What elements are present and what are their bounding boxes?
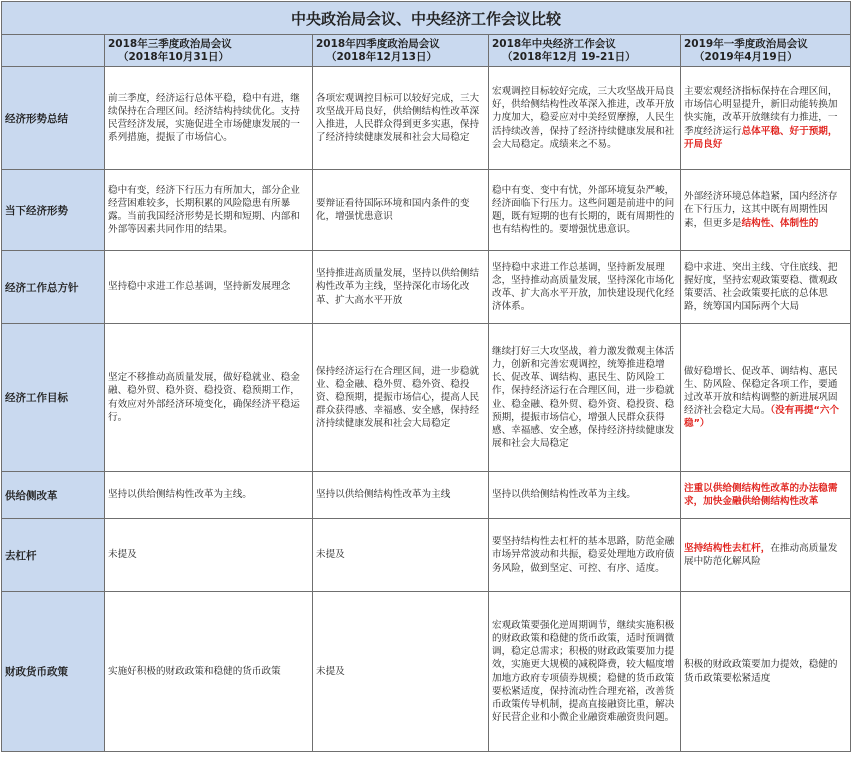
row-label: 经济工作总方针 — [2, 251, 105, 324]
column-name: 2018年三季度政治局会议 — [108, 37, 232, 50]
row-label: 财政货币政策 — [2, 592, 105, 752]
comparison-table — [1, 1, 851, 752]
table-cell: 坚持以供给侧结构性改革为主线。 — [105, 472, 313, 519]
column-date: （2019年4月19日） — [694, 50, 798, 63]
highlight-text: 坚持结构性去杠杆， — [684, 542, 771, 554]
column-name: 2018年中央经济工作会议 — [492, 37, 616, 50]
table-row — [2, 67, 851, 170]
corner-cell — [2, 35, 105, 67]
table-cell: 坚定不移推动高质量发展，做好稳就业、稳金融、稳外贸、稳外资、稳投资、稳预期工作，有效应对外部经济环境变化，确保经济平稳运行。 — [105, 324, 313, 472]
highlight-text: 注重以供给侧结构性改革的办法稳需求，加快金融供给侧结构性改革 — [684, 482, 838, 507]
column-name: 2018年四季度政治局会议 — [316, 37, 440, 50]
table-cell — [681, 67, 851, 170]
table-cell: 实施好积极的财政政策和稳健的货币政策 — [105, 592, 313, 752]
table-row — [2, 472, 851, 519]
highlight-text: 总体平稳、好于预期，开局良好 — [684, 125, 838, 150]
table-cell: 未提及 — [105, 519, 313, 592]
table-row — [2, 324, 851, 472]
column-header — [681, 35, 851, 67]
table-cell: 稳中求进、突出主线、守住底线、把握好度，坚持宏观政策要稳、微观政策要活、社会政策要托底的总体思路，统筹国内国际两个大局 — [681, 251, 851, 324]
table-cell: 要辩证看待国际环境和国内条件的变化，增强忧患意识 — [313, 170, 489, 251]
table-row — [2, 519, 851, 592]
table-cell: 稳中有变、变中有忧，外部环境复杂严峻，经济面临下行压力。这些问题是前进中的问题，既有短期的也有长期的，既有周期性的也有结构性的。要增强忧患意识。 — [489, 170, 681, 251]
highlight-text: 结构性、体制性的 — [741, 217, 819, 229]
table-row — [2, 170, 851, 251]
column-name: 2019年一季度政治局会议 — [684, 37, 808, 50]
table-cell: 未提及 — [313, 519, 489, 592]
cell-text: 在推动高质量发展中防范化解风险 — [684, 542, 838, 567]
table-cell: 要坚持结构性去杠杆的基本思路，防范金融市场异常波动和共振，稳妥处理地方政府债务风险，做到坚定、可控、有序、适度。 — [489, 519, 681, 592]
table-cell: 继续打好三大攻坚战，着力激发微观主体活力，创新和完善宏观调控，统筹推进稳增长、促改革、调结构、惠民生、防风险工作，保持经济运行在合理区间，进一步稳就业、稳金融、稳外贸、稳外资、稳投资、稳预期，提振市场信心，增强人民群众获得感、幸福感、安全感，保持经济持续健康发展和社会大局稳定 — [489, 324, 681, 472]
table-cell — [681, 324, 851, 472]
table-cell — [681, 170, 851, 251]
table-cell: 积极的财政政策要加力提效，稳健的货币政策要松紧适度 — [681, 592, 851, 752]
row-label: 当下经济形势 — [2, 170, 105, 251]
column-date: （2018年10月31日） — [118, 50, 229, 63]
table-cell: 坚持以供给侧结构性改革为主线 — [313, 472, 489, 519]
table-row — [2, 592, 851, 752]
row-label: 经济形势总结 — [2, 67, 105, 170]
row-label: 经济工作目标 — [2, 324, 105, 472]
row-label: 去杠杆 — [2, 519, 105, 592]
column-date: （2018年12月13日） — [326, 50, 437, 63]
table-cell: 坚持以供给侧结构性改革为主线。 — [489, 472, 681, 519]
table-cell: 未提及 — [313, 592, 489, 752]
column-header — [489, 35, 681, 67]
table-cell: 坚持稳中求进工作总基调，坚持新发展理念 — [105, 251, 313, 324]
table-cell: 前三季度，经济运行总体平稳，稳中有进，继续保持在合理区间。经济结构持续优化。支持民营经济发展，实施促进全市场健康发展的一系列措施，提振了市场信心。 — [105, 67, 313, 170]
cell-text: 主要宏观经济指标保持在合理区间，市场信心明显提升，新旧动能转换加快实施，改革开放继续有力推进，一季度经济运行 — [684, 86, 838, 137]
highlight-text: （没有再提“六个稳”） — [684, 405, 840, 430]
table-cell — [681, 519, 851, 592]
table-cell: 各项宏观调控目标可以较好完成，三大攻坚战开局良好，供给侧结构性改革深入推进，人民群众得到更多实惠，保持了经济持续健康发展和社会大局稳定 — [313, 67, 489, 170]
cell-text: 做好稳增长、促改革、调结构、惠民生、防风险、保稳定各项工作，要通过改革开放和结构调整的新进展巩固经济社会稳定大局。 — [684, 365, 838, 417]
table-cell: 坚持推进高质量发展，坚持以供给侧结构性改革为主线，坚持深化市场化改革、扩大高水平开放 — [313, 251, 489, 324]
column-date: （2018年12月 19-21日） — [502, 50, 636, 63]
table-cell: 保持经济运行在合理区间，进一步稳就业、稳金融、稳外贸、稳外资、稳投资、稳预期，提振市场信心，提高人民群众获得感、幸福感、安全感，保持经济持续健康发展和社会大局稳定 — [313, 324, 489, 472]
table-row — [2, 251, 851, 324]
row-label: 供给侧改革 — [2, 472, 105, 519]
table-cell — [681, 472, 851, 519]
column-header — [105, 35, 313, 67]
column-header — [313, 35, 489, 67]
table-cell: 坚持稳中求进工作总基调，坚持新发展理念，坚持推动高质量发展，坚持深化市场化改革、扩大高水平开放，加快建设现代化经济体系。 — [489, 251, 681, 324]
cell-text: 外部经济环境总体趋紧，国内经济存在下行压力，这其中既有周期性因素，但更多是 — [684, 191, 838, 229]
table-cell: 宏观政策要强化逆周期调节，继续实施积极的财政政策和稳健的货币政策，适时预调微调，稳定总需求；积极的财政政策要加力提效，实施更大规模的减税降费，较大幅度增加地方政府专项债券规模；稳健的货币政策要松紧适度，保持流动性合理充裕，改善货币政策传导机制，提高直接融资比重，解决好民营企业和小微企业融资难融资贵问题。 — [489, 592, 681, 752]
table-cell: 稳中有变，经济下行压力有所加大，部分企业经营困难较多，长期积累的风险隐患有所暴露。当前我国经济形势是长期和短期、内部和外部等因素共同作用的结果。 — [105, 170, 313, 251]
table-title: 中央政治局会议、中央经济工作会议比较 — [2, 2, 851, 35]
table-cell: 宏观调控目标较好完成，三大攻坚战开局良好，供给侧结构性改革深入推进，改革开放力度加大，稳妥应对中美经贸摩擦，人民生活持续改善，保持了经济持续健康发展和社会大局稳定。成绩来之不易。 — [489, 67, 681, 170]
